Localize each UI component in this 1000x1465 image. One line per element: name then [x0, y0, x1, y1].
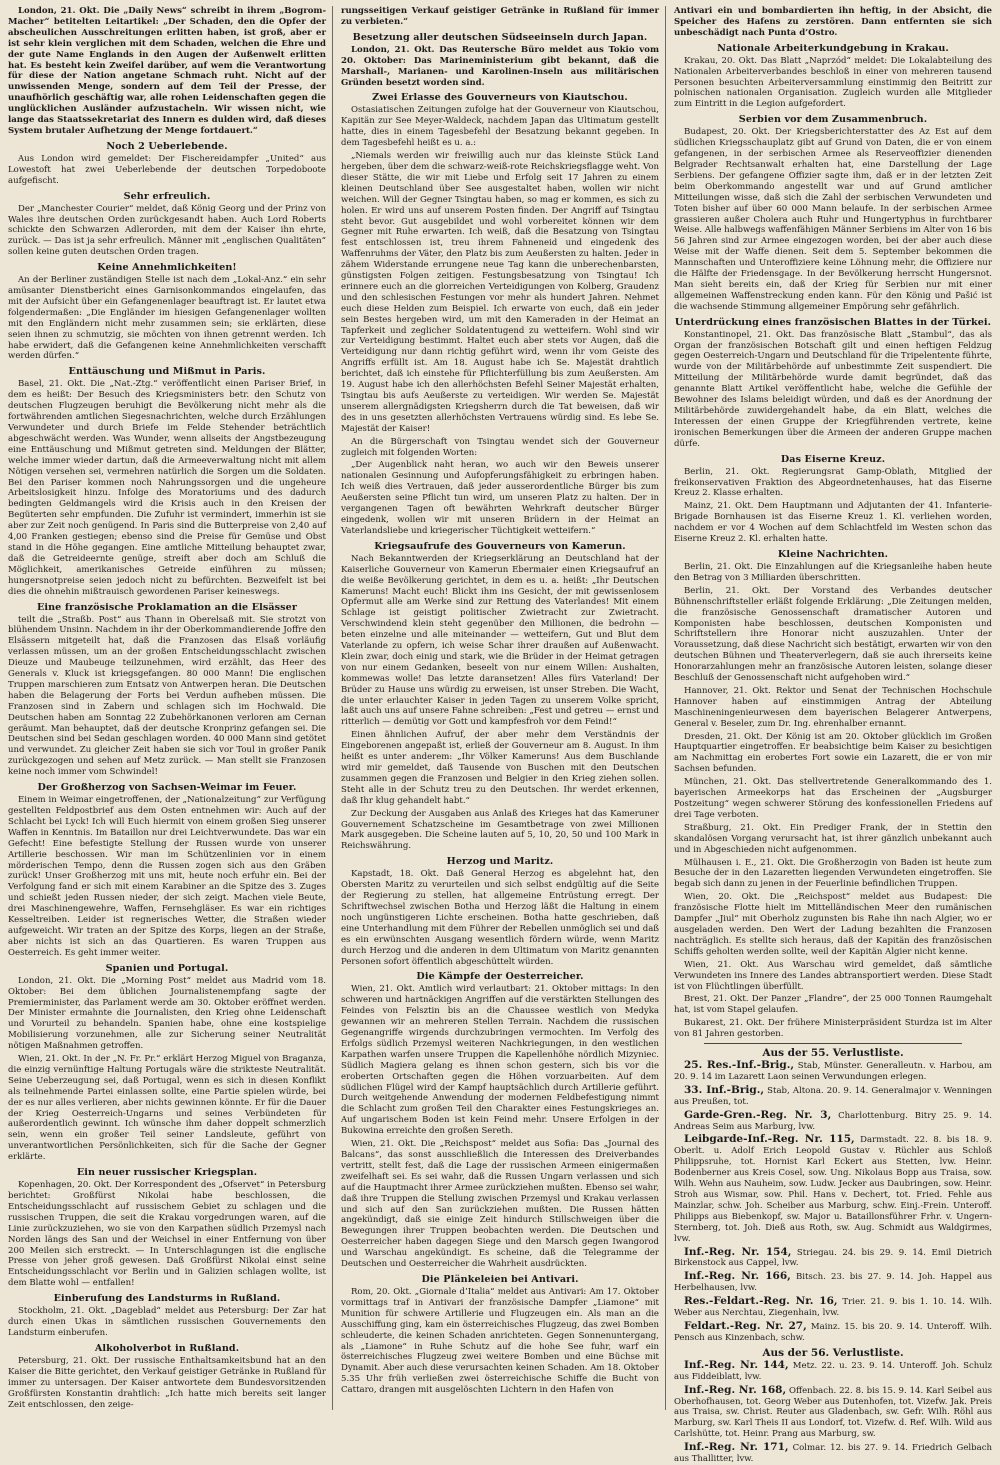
article-paragraph: Budapest, 20. Okt. Der Kriegsberichterstatter des Az Est auf dem südlichen Kriegsschauplatz gibt auf Grund von Daten, die er von einem gefangenen, in der serbischen Armee als Reserveoffizier dienenden Belgrader Rechtsanwalt erhalten hat, eine Darstellung der Lage Serbiens. Der gefangene Offizier sagte ihm, daß er in der letzten Zeit beim Oberkommando angestellt war und auf Grund amtlicher Mitteilungen wisse, daß sich die Zahl der serbischen Verwundeten und Toten bisher auf über 60 000 Mann belaufe. In der serbischen Armee grassieren außer Cholera auch Ruhr und Hungertyphus in furchtbarer Weise. Alle halbwegs waffenfähigen Männer Serbiens im Alter von 16 bis 56 Jahren sind zur Armee eingezogen worden, bei der aber auch diese Weise mit der Waffe dienen. Seit dem 5. September bekommen die Mannschaften und Unteroffiziere keine Löhnung mehr, die Offiziere nur die Hälfte der Friedensgage. In der Bevölkerung herrscht Hungersnot. Man sieht bereits ein, daß der Krieg für Serbien nur mit einer allgemeinen Waffenstreckung enden kann. Für den König und Pašić ist die wachsende Stimmung allgemeiner Empörung sehr gefährlich. — [674, 127, 992, 312]
article-paragraph: Kapstadt, 18. Okt. Daß General Herzog es abgelehnt hat, den Obersten Maritz zu verurteilen und sich selbst endgültig auf die Seite der Regierung zu stellen, hat allgemeine Entrüstung erregt. Der Schriftwechsel zwischen Botha und Herzog läßt die Haltung in einem noch ungünstigeren Lichte erscheinen. Botha hatte geschrieben, daß eine Unterhandlung mit dem Führer der Rebellen unmöglich sei und daß es ein erwünschten Ausgang wesentlich fördern würde, wenn Maritz durch Herzog und die anderen in dem Ultimatum von Maritz genannten Personen sofort öffentlich abgeschüttelt würden. — [341, 869, 659, 967]
casualty-entry — [674, 1442, 992, 1465]
article-heading: Keine Annehmlichkeiten! — [97, 262, 237, 274]
article-heading: Das Eiserne Kreuz. — [780, 453, 886, 465]
casualty-unit: Inf.-Reg. Nr. 168, — [684, 1383, 787, 1396]
casualty-entry — [674, 1060, 992, 1083]
article-paragraph: Basel, 21. Okt. Die „Nat.-Ztg.“ veröffentlicht einen Pariser Brief, in dem es heißt: Der Besuch des Kriegsministers betr. den Schutz von deutschen Flugzeugen beruhigt die Bevölkerung nicht mehr als die fortwährenden amtlichen Siegesnachrichten, welche durch Erzählungen Verwundeter und durch Briefe im Felde Stehender beträchtlich abgeschwächt werden. Was Wunder, wenn allseits der Angstbezeugung eine Enttäuschung und Mißmut getreten sind. Meldungen der Blätter, welche immer wieder dartun, daß die Armeeverwaltung nicht mit allem Nötigen versehen sei, vermehren natürlich die Sorgen um die Soldaten. Bei den Pariser kommen noch Nahrungssorgen und die ungeheure Arbeitslosigkeit hinzu. Infolge des Moratoriums und des dadurch bedingten Geldmangels wird die Krisis auch in den Kreisen der Begüterten sehr empfunden. Die Zufuhr ist vermindert, immerhin ist sie aber zur Zeit noch genügend. In Paris sind die Butterpreise von 2,40 auf 4,00 Franken gestiegen; ebenso sind die Preise für Gemüse und Obst stand in die Höhe gegangen. Eine amtliche Mitteilung behauptet zwar, daß die Getreideernte genüge, streift aber doch am Schluß die Möglichkeit, amerikanisches Getreide einführen zu müssen; hungersnotpreise seien jedoch nicht zu befürchten. Bezweifelt ist bei dies die ohnehin mißtrauisch gewordenen Pariser keineswegs. — [8, 379, 326, 597]
article-paragraph: Wien, 21. Okt. Aus Warschau wird gemeldet, daß sämtliche Verwundeten ins Innere des Landes abtransportiert werden. Diese Stadt ist von Flüchtlingen überfüllt. — [674, 959, 992, 992]
casualty-details: Trier. 21. 9. bis 1. 10. 14. Wilh. Weber aus Nerchtau, Ziegenhain, lvw. — [674, 1297, 992, 1319]
article-paragraph: Wien, 21. Okt. In der „N. Fr. Pr.“ erklärt Herzog Miguel von Braganza, die einzig vernünftige Haltung Portugals wäre die strikteste Neutralität. Seine Ueberzeugung sei, daß Portugal, wenn es sich in diesen Konflikt als teilnehmende Partei einlassen sollte, eine Partie spielen würde, bei der es nur alles verlieren, aber nichts gewinnen könnte. Er für die Dauer der Krieg Oesterreich-Ungarns und seines Verbündeten für außerordentlich gewinnt. Ich wünsche ihm daher doppelt schmerzlich sein, wenn ein großer Teil seiner Landsleute, geführt von unverantwortlichen Persönlichkeiten, sich für die Sache der Gegner erklärte. — [8, 1054, 326, 1163]
article-paragraph: Berlin, 21. Okt. Regierungsrat Gamp-Oblath, Mitglied der freikonservativen Fraktion des Abgeordnetenhauses, hat das Eiserne Kreuz 2. Klasse erhalten. — [674, 466, 992, 499]
article-heading: Unterdrückung eines französischen Blattes in der Türkei. — [674, 316, 992, 328]
casualty-unit: Inf.-Reg. Nr. 154, — [684, 1245, 792, 1258]
article-heading: Zwei Erlasse des Gouverneurs von Kiautschou. — [372, 92, 628, 104]
article-paragraph: Mainz, 21. Okt. Dem Hauptmann und Adjutanten der 41. Infanterie-Brigade Bornhausen ist das Eiserne Kreuz 1. Kl. verliehen worden, nachdem er vor 4 Wochen auf dem Schlachtfeld im Westen schon das Eiserne Kreuz 2. Kl. erhalten hatte. — [674, 501, 992, 545]
article-heading: Herzog und Maritz. — [446, 856, 554, 868]
article-paragraph: teilt die „Straßb. Post“ aus Thann in Oberelsaß mit. Sie strotzt von blühendem Unsinn. Nachdem in ihr der Oberkommandierende Joffre den Elsässern mitgeteilt hat, daß die Franzosen das Elsaß vorläufig verlassen müssen, um an der großen Entscheidungsschlacht zwischen Dieuze und Maubeuge teilzunehmen, wird erzählt, das Heer des Generals v. Kluck ist kriegsgefangen. 80 000 Mann! Die englischen Truppen marschieren zum Entsatz von Antwerpen heran. Die Deutschen haben die Belagerung der Forts bei Verdun aufheben müssen. Die Franzosen sind in Zabern und schlagen sich im Hochwald. Die Deutschen haben am Sonntag 22 Zubehörkanonen verloren am Cernan geräumt. Man behauptet, daß der deutsche Kronprinz gefangen sei. Die Deutschen sind bei Sedan geschlagen worden. 40 000 Mann sind getötet und verwundet. Zu gleicher Zeit haben sie sich vor Toul in großer Panik zurückgezogen und sehen auf Metz zurück. — Man stellt sie Franzosen keine noch immer vom Schwindel! — [8, 614, 326, 778]
article-paragraph: Straßburg, 21. Okt. Ein Prediger Frank, der in Stettin den skandalösen Vorgang verursacht hat, ist ihrer gänzlich unbekannt auch und in Abgeschieden nicht aufgenommen. — [674, 822, 992, 855]
article-paragraph: Dresden, 21. Okt. Der König ist am 20. Oktober glücklich im Großen Hauptquartier eingetroffen. Er beabsichtige beim Kaiser zu besichtigen am Nachmittag ein erobertes Fort sowie ein Lazarett, die er von mir Sachsen befunden. — [674, 731, 992, 775]
article-paragraph: London, 21. Okt. Die „Morning Post“ meldet aus Madrid vom 18. Oktober: Bei dem üblichen Journalistenempfang sagte der Premierminister, das Parlament werde am 30. Oktober eröffnet werden. Der Minister ermahnte die Journalisten, den Krieg ohne Leidenschaft und Vorurteil zu behandeln. Spanien habe, ohne eine kostspielige Mobilisierung vorzunehmen, alle zur Sicherung seiner Neutralität nötigen Maßnahmen getroffen. — [8, 975, 326, 1052]
article-paragraph: Bukarest, 21. Okt. Der frühere Ministerpräsident Sturdza ist im Alter von 81 Jahren gestorben. — [674, 1018, 992, 1040]
casualty-entry — [674, 1247, 992, 1270]
article-paragraph: An die Bürgerschaft von Tsingtau wendet sich der Gouverneur zugleich mit folgenden Worten: — [341, 436, 659, 458]
casualty-details: Colmar. 12. bis 27. 9. 14. Friedrich Gelbach aus Thallitter, lvw. — [674, 1443, 992, 1465]
casualty-list-heading: Aus der 55. Verlustliste. — [762, 1047, 904, 1060]
article-paragraph: Kopenhagen, 20. Okt. Der Korrespondent des „Ofservet“ in Petersburg berichtet: Großfürst Nikolai habe beschlossen, die Entscheidungsschlacht auf russischem Gebiet zu schlagen und die russischen Truppen, die seit die Krakau vorgedrungen waren, auf die Linie zurückzuziehen, wo sie von den Karpathen südlich Przemysl nach Norden längs des San und der Weichsel in einer Entfernung von über 200 Meilen sich erstreckt. — In Unterschlagungen ist die englische Presse von jeher groß gewesen. Daß Großfürst Nikolai einst seine Entscheidungsschlacht vor Berlin und in Galizien schlagen wollte, ist dem Blatte wohl — entfallen! — [8, 1180, 326, 1289]
article-heading: Noch 2 Ueberlebende. — [106, 140, 228, 152]
casualty-entry — [674, 1085, 992, 1108]
article-paragraph: Wien, 20. Okt. Die „Reichspost“ meldet aus Budapest: Die französische Flotte hielt im Mittelländischen Meer den rumänischen Dampfer „Jiul“ mit Oberholz zugunsten bis Rahe ihn nach Algier, wo er ausgeladen werden. Den Wert der Ladung bezahlten die Franzosen nachträglich. Es stellte sich heraus, daß der Kapitän des französischen Schiffs geholten werden sollte, weil der Kapitän Algier nicht kenne. — [674, 892, 992, 957]
article-paragraph: Aus London wird gemeldet: Der Fischereidampfer „United“ aus Lowestoft hat zwei Ueberlebende der deutschen Torpedoboote aufgefischt. — [8, 153, 326, 186]
article-heading: Eine französische Proklamation an die Elsässer — [36, 601, 298, 613]
column-middle — [341, 6, 666, 1410]
article-heading: Kleine Nachrichten. — [777, 548, 889, 560]
casualty-entry — [674, 1385, 992, 1441]
columns — [8, 6, 993, 1465]
article-paragraph: London, 21. Okt. Das Reutersche Büro meldet aus Tokio vom 20. Oktober: Das Marineministerium gibt bekannt, daß die Marshall-, Marianen- und Karolinen-Inseln aus militärischen Gründen besetzt worden sind. — [341, 44, 659, 88]
article-heading: Die Kämpfe der Oesterreicher. — [416, 971, 584, 983]
article-paragraph: An der Berliner zuständigen Stelle ist nach dem „Lokal-Anz.“ ein sehr amüsanter Dienstbericht eines Garnisonkommandos eingelaufen, das mit der Aufsicht über ein Gefangenenlager beauftragt ist. Er lautet etwa folgendermaßen: „Die Engländer im hiesigen Gefangenenlager wollten mit den Engländern nicht mehr zusammen sein; sie erklärten, diese seien ihnen zu schmutzig, sie möchten von ihnen getrennt werden. Ich habe erwidert, daß die Gefangenen keine Annehmlichkeiten verschafft werden dürfen.“ — [8, 275, 326, 362]
article-paragraph: Ostasiatischen Zeitungen zufolge hat der Gouverneur von Kiautschou, Kapitän zur See Meyer-Waldeck, nachdem Japan das Ultimatum gestellt hatte, dies in einem Tagesbefehl der Besatzung bekannt gegeben. In dem Tagesbefehl heißt es u. a.: — [341, 105, 659, 149]
article-paragraph: „Niemals werden wir freiwillig auch nur das kleinste Stück Land hergeben, über dem die schwarz-weiß-rote Reichskriegsflagge weht. Von dieser Stätte, die wir mit Liebe und Erfolg seit 17 Jahren zu einem kleinen Deutschland über See ausgestaltet haben, wollen wir nicht weichen. Will der Gegner Tsingtau haben, so mag er kommen, es sich zu holen. Er wird uns auf unserem Posten finden. Der Angriff auf Tsingtau steht bevor. Gut ausgebildet und wohl vorbereitet können wir dem Gegner mit Ruhe erwarten. Ich weiß, daß die Besatzung von Tsingtau fest entschlossen ist, treu ihrem Fahneneid und eingedenk des Waffenruhms der Väter, den Platz bis zum Aeußersten zu halten. Jeder in zähem Widerstande errungene neue Tag kann die unberechenbarsten, günstigsten Folgen zeitigen. Festungsbesatzung von Tsingtau! Ich erinnere euch an die glorreichen Verteidigungen von Kolberg, Graudenz und den schlesischen Festungen vor mehr als hundert Jahren. Nehmet euch diese Helden zum Beispiel. Ich erwarte von euch, daß ein jeder sein Bestes hergeben wird, um mit den Kameraden in der Heimat an Tapferkeit und zeglicher Soldatentugend zu wetteifern. Wohl sind wir zur Verteidigung bestimmt. Haltet euch aber stets vor Augen, daß die Verteidigung nur dann richtig geführt wird, wenn ihr vom Geiste des Angriffs erfüllt ist. Am 18. August habe ich Se. Majestät drahtlich berichtet, daß ich einstehe für Pflichterfüllung bis zum Aeußersten. Am 19. August habe ich den allerhöchsten Befehl Seiner Majestät erhalten, Tsingtau bis aufs Aeußerste zu verteidigen. Wir werden Se. Majestät unserem allergnädigsten Kriegsherrn durch die Tat beweisen, daß wir des in uns gesetzten allerhöchsten Vertrauens würdig sind. Es lebe Se. Majestät der Kaiser! — [341, 151, 659, 434]
article-heading: Besetzung aller deutschen Südseeinseln durch Japan. — [352, 31, 648, 43]
article-paragraph: Konstantinopel, 21. Okt. Das französische Blatt „Stambul“, das als Organ der französischen Botschaft gilt und einen heftigen Feldzug gegen Oesterreich-Ungarn und Deutschland für die Tripelentente führte, wurde von der Militärbehörde auf unbestimmte Zeit suspendiert. Die Mitteilung der Militärbehörde wurde damit begründet, daß das genannte Blatt Artikel veröffentlicht habe, welche die Gefühle der Bewohner des Islams beleidigt würden, und daß es der Anordnung der Militärbehörde zuwidergehandelt habe, da ein Blatt, welches die Interessen der einen Gruppe der Kriegführenden vertrete, keine ironischen Bemerkungen über die Armeen der anderen Gruppe machen dürfe. — [674, 329, 992, 449]
casualty-entry — [674, 1296, 992, 1319]
casualty-details: Charlottenburg. Bitry 25. 9. 14. Andreas Seim aus Marburg, lvw. — [674, 1110, 993, 1132]
column-right — [674, 6, 993, 1465]
article-paragraph: Der „Manchester Courier“ meldet, daß König Georg und der Prinz von Wales ihre deutschen Orden zurückgesandt haben. Auch Lord Roberts schickte den Schwarzen Adlerorden, mit dem der Kaiser ihn ehrte, zurück. — Das ist ja sehr erfreulich. Männer mit „englischen Qualitäten“ sollen keine guten deutschen Orden tragen. — [8, 203, 326, 258]
article-heading: Alkoholverbot in Rußland. — [94, 1342, 240, 1354]
article-paragraph: Stockholm, 21. Okt. „Dageblad“ meldet aus Petersburg: Der Zar hat durch einen Ukas in sämtlichen russischen Gouvernements den Landsturm einberufen. — [8, 1306, 326, 1338]
casualty-entry — [674, 1110, 992, 1133]
article-paragraph: London, 21. Okt. Die „Daily News“ schreibt in ihrem „Bogrom-Macher“ betitelten Leitartikel: „Der Schaden, den die Opfer der abscheulichen Ausschreitungen erlitten haben, ist groß, aber er ist sehr klein verglichen mit dem Schaden, welchen die Ehre und der gute Name Englands in den Augen der Außenwelt erlitten hat. Es besteht kein Zweifel darüber, auf wem die Verantwortung für diese der Nation angetane Schmach ruht. Nicht auf der unwissenden Menge, sondern auf dem Teil der Presse, der unaufhörlich geschäftig war, alle rohen Leidenschaften gegen die unglücklichen Ausländer aufzustacheln. Wir wissen nicht, wie lange das Staatssekretariat des Innern es dulden wird, daß dieses System brutaler Aufhetzung der Menge fortdauert.“ — [8, 6, 326, 136]
article-paragraph: Einem in Weimar eingetroffenen, der „Nationalzeitung“ zur Verfügung gestellten Feldpostbrief aus dem Osten entnehmen wir: Auch auf der Schlacht bei Lyck! Ich will Euch hiermit von einem großen Sieg unserer Waffen in Kenntnis. Im Bataillon nur drei Leichtverwundete. Das war ein Gefecht! Eine befestigte Stellung der Russen wurde von unserer Artillerie beschossen. Wir man im Schützenlinien vor in einem mörderischen Tempo, denn die Russen zogen sich aus den Gräben zurück! Unser Großherzog mit uns mit, heute noch erfuhr ein. Bei der Verfolgung fand er sich mit einem Karabiner an die Spitze des 3. Zuges und schießt jeden Russen nieder, der sich zeigt. Machen viele Beute, drei Maschinengewehre, Waffen, Fernsehgläser. Es war ein richtiges Kesseltreiben. Leider ist regnerisches Wetter, die Straßen wieder aufgeweicht. Wir traten an der Spitze des Korps, liegen an der Straße, aber nichts ist sich an das Quartieren. Es waren Truppen aus Oesterreich. Es geht immer weiter. — [8, 795, 326, 958]
article-heading: Ein neuer russischer Kriegsplan. — [76, 1167, 258, 1179]
casualty-entry — [674, 1271, 992, 1294]
article-paragraph: rungsseitigen Verkauf geistiger Getränke in Rußland für immer zu verbieten.“ — [341, 6, 659, 27]
article-paragraph: Wien, 21. Okt. Amtlich wird verlautbart: 21. Oktober mittags: In den schweren und hartnäckigen Angriffen auf die verstärkten Stellungen des Feindes von Felsztin bis an die Chaussee westlich von Medyka gewannen wir an mehreren Stellen Terrain. Nachdem die russischen Gegenangriffe wirgends durchzubringen vermochten. Im Verfolg des Erfolgs südlich Przemysl weiteren Nachkriegungen, in den westlichen Karpathen warfen unsere Truppen die Kapellenhöhe nördlich Mizyniec. Südlich Magiera gelang es ihnen schon gestern, sich bis vor die eroberten Ortschaften gegen die Höhen vorzuarbeiten. Auf dem südlichen Flügel wird der Kampf hauptsächlich durch Artillerie geführt. Durch weitgehende Anwendung der modernen Feldbefestigung nimmt die Schlacht zum großen Teil den Charakter eines Festungskrieges an. Auf ungarischem Boden ist kein Feind mehr. Unsere Erfolgen in der Bukowina erreichte den großen Sereth. — [341, 984, 659, 1137]
article-paragraph: Einen ähnlichen Aufruf, der aber mehr dem Verständnis der Eingeborenen angepaßt ist, erließ der Gouverneur am 8. August. In ihm heißt es unter anderem: „Ihr Völker Kameruns! Aus dem Buschlande wird mir gemeldet, daß Tausende von Buschen mit den Deutschen zusammen gegen die Franzosen und Belgier in den Krieg ziehen sollen. Steht alle in der Schutz treu zu den Deutschen. Ihr werdet erkennen, daß Ihr klug gehandelt habt.“ — [341, 730, 659, 806]
casualty-details: Darmstadt. 22. 8. bis 18. 9. Oberlt. u. Adolf Erich Leopold Gustav v. Rüchler aus Schloß Philippsruhe, tot. Hornist Karl Eckert aus Stetten, lvw. Heinr. Bodenberner aus Kreis Cosel, sow. Ung. Nikolaus Bopp aus Traisa, sow. Wilh. Wehn aus Nauheim, sow. Ludw. Jecker aus Daubringen, sow. Heinr. Stroh aus Wismar, sow. Phil. Hans v. Dechert, tot. Fried. Fehle aus Mainzlar, schw. Joh. Scheiber aus Marburg, schw. Einj.-Frein. Unteroff. Philipps aus Biebenkopf, sw. Major u. Bataillonsführer Frhr. v. Ungern-Sternberg, tot. Joh. Dieß aus Roth, sw. Aug. Schmidt aus Waldgirmes, lvw. — [674, 1135, 992, 1244]
divider — [704, 1043, 962, 1044]
article-heading: Spanien und Portugal. — [105, 962, 229, 974]
article-paragraph: Rom, 20. Okt. „Giornale d’Italia“ meldet aus Antivari: Am 17. Oktober vormittags traf in Antivari der französische Dampfer „Liamone“ mit Munition für schwere Artillerie und Flugzeugen ein. Als man an die Ausschiffung ging, kam ein österreichisches Flugzeug, das zwei Bomben schleuderte, die keinen Schaden anrichteten. Gegen Sonnenuntergang, als „Liamone“ in Ruhe Schutz auf die hohe See fuhr, warf ein österreichisches Flugzeug zwei weitere Bomben und eine Büchse mit Dynamit. Aber auch diese verursachten keinen Schaden. Am 18. Oktober 5.35 Uhr früh verließen zwei österreichische Schiffe die Bucht von Cattaro, drangen mit ausgelöschten Lichtern in den Hafen von — [341, 1286, 659, 1396]
article-heading: Einberufung des Landsturms in Rußland. — [53, 1293, 281, 1305]
article-heading: Sehr erfreulich. — [123, 190, 211, 202]
casualty-details: Stab, Münster. Generalleutn. v. Harbou, am 20. 9. 14 im Lazarett Laon seinen Verwundungen erlegen. — [674, 1061, 992, 1082]
casualty-details: Metz. 22. u. 23. 9. 14. Unteroff. Joh. Schulz aus Fiddeiblatt, lvw. — [674, 1360, 993, 1382]
casualty-details: Bitsch. 23. bis 27. 9. 14. Joh. Happel aus Herbelhausen, lvw. — [674, 1272, 992, 1294]
casualty-unit: Leibgarde-Inf.-Reg. Nr. 115, — [684, 1133, 855, 1146]
casualty-unit: 33. Inf.-Brig., — [684, 1083, 765, 1096]
article-heading: Kriegsaufrufe des Gouverneurs von Kamerun. — [374, 540, 626, 552]
article-paragraph: Krakau, 20. Okt. Das Blatt „Naprzód“ meldet: Die Lokalabteilung des Nationalen Arbeiterverbandes beschloß in einer von mehreren tausend Personen besuchten Arbeiterversammlung einstimmig den Beitritt zur polnischen nationalen Organisation. Zugleich wurden alle Mitglieder zum Eintritt in die Legion aufgefordert. — [674, 55, 992, 110]
article-paragraph: München, 21. Okt. Das stellvertretende Generalkommando des 1. bayerischen Armeekorps hat das Erscheinen der „Augsburger Postzeitung“ wegen schwerer Störung des konfessionellen Friedens auf drei Tage verboten. — [674, 777, 992, 820]
column-left — [8, 6, 333, 1410]
casualty-unit: Inf.-Reg. Nr. 144, — [684, 1358, 789, 1371]
article-paragraph: Berlin, 21. Okt. Der Vorstand des Verbandes deutscher Bühnenschriftsteller erläßt folgende Erklärung: „Die Zeitungen melden, die französische Genossenschaft dramatischer Autoren und Komponisten habe beschlossen, deutschen Komponisten und Schriftstellern ihre Honorar nicht auszuzahlen. Unter der Voraussetzung, daß diese Nachricht sich bestätigt, erwarten wir von den deutschen Bühnen und Theaterverlegern, daß sie auch ihrerseits keine Honorarzahlungen mehr an französische Autoren leisten, solange dieser Beschluß der Genossenschaft nicht aufgehoben wird.“ — [674, 585, 992, 684]
casualty-details: Offenbach. 22. 8. bis 15. 9. 14. Karl Seibel aus Oberhofhausen, tot. Georg Weber aus Dutenhofen, tot. Vizefw. Jak. Preis aus Traisa, sw. Christ. Reuter aus Gladenbach, sw. Gefr. Wilh. Röhl aus Marburg, sw. Karl Theis II aus Londorf, tot. Vizefw. d. Ref. Wilh. Wild aus Carlshütte, tot. Heinr. Prang aus Marburg, sw. — [674, 1385, 992, 1440]
casualty-list-heading: Aus der 56. Verlustliste. — [762, 1346, 904, 1359]
casualty-details: Striegau. 24. bis 29. 9. 14. Emil Dietrich Birkenstock aus Cappel, lvw. — [674, 1247, 992, 1269]
article-heading: Die Plänkeleien bei Antivari. — [421, 1273, 579, 1285]
article-paragraph: Brest, 21. Okt. Der Panzer „Flandre“, der 25 000 Tonnen Raumgehalt hat, ist vom Stapel gelaufen. — [674, 994, 992, 1016]
casualty-unit: Feldart.-Reg. Nr. 27, — [684, 1319, 807, 1332]
article-paragraph: Hannover, 21. Okt. Rektor und Senat der Technischen Hochschule Hannover haben auf einstimmigen Antrag der Abteilung Maschineningenieurwesen dem bayerischen Belagerer Antwerpens, General v. Beseler, zum Dr. Ing. ehrenhalber ernannt. — [674, 685, 992, 729]
article-paragraph: Petersburg, 21. Okt. Der russische Enthaltsamkeitsbund hat an den Kaiser die Bitte gerichtet, den Verkauf geistiger Getränke in Rußland für immer zu untersagen. Der Kaiser antwortete dem Bundesvorsitzenden Großfürsten Konstantin drahtlich: „Ich hatte mich bereits seit langer Zeit entschlossen, den zeige- — [8, 1355, 326, 1410]
article-paragraph: Nach Bekanntwerden der Kriegserklärung an Deutschland hat der Kaiserliche Gouverneur von Kamerun Ebermaier einen Kriegsaufruf an die weiße Bevölkerung gerichtet, in dem es u. a. heißt: „Ihr Deutschen Kameruns! Macht euch! Blickt ihm ins Gesicht, der mit gewissenlosem Opfermut alle am Werke sind zur Rettung des Vaterlandes! Mit einem Schlage ist geistigt politischer Zwietracht zur Zwietracht. Verschwindend klein steht gegenüber den Millionen, die bedrohn — beten einzelne und alle miteinander — wetteifern, Gut und Blut dem Vaterlande zu opfern, ich weise Schar ihrer draußen auf Außenwacht. Klein zwar, doch einig und stark, wie die Brüder in der Heimat getragen von nur einem Gedanken, beseelt von nur einem Willen: Aushalten, kommewas wolle! Das letzte daransetzen! Alles fürs Vaterland! Der Brüder zu Hause uns würdig zu erweisen, ist unser Streben. Die Wacht, die unter erlauchter Kaiser in jeden Tagen zu unserem Volke spricht, laßt auch uns auf unsere Fahne schreiben: „Fest und getreu — ernst und ritterlich — demütig vor Gott und kampfesfroh vor dem Feind!“ — [341, 553, 659, 728]
casualty-unit: Inf.-Reg. Nr. 171, — [684, 1441, 789, 1454]
article-heading: Enttäuschung und Mißmut in Paris. — [68, 366, 266, 378]
article-paragraph: „Der Augenblick naht heran, wo auch wir den Beweis unserer nationalen Gesinnung und Aufopferungsfähigkeit zu erbringen haben. Ich weiß dies Vertrauen, daß jeder ausserordentliche Bürger bis zum Aeußersten seine Pflicht tun wird, um unseren Platz zu halten. Der in vergangenen Tagen oft bewährten Wehrkraft deutscher Bürger eingedenk, wollen wir mit unseren Brüdern in der Heimat an Vaterlandsliebe und kriegerischer Tüchtigkeit wetteifern.“ — [341, 460, 659, 536]
casualty-unit: 25. Res.-Inf.-Brig., — [684, 1059, 795, 1072]
casualty-details: Mainz. 15. bis 20. 9. 14. Unteroff. Wilh. Pensch aus Kinzenbach, schw. — [674, 1321, 992, 1343]
casualty-unit: Res.-Feldart.-Reg. Nr. 16, — [684, 1295, 838, 1308]
casualty-unit: Garde-Gren.-Reg. Nr. 3, — [684, 1108, 832, 1121]
article-heading: Der Großherzog von Sachsen-Weimar im Feuer. — [37, 782, 297, 794]
casualty-entry — [674, 1360, 992, 1383]
article-paragraph: Wien, 21. Okt. Die „Reichspost“ meldet aus Sofia: Das „Journal des Balcans“, das sonst ausschließlich die Interessen des Dreiverbandes vertritt, stellt fest, daß die Lage der russischen Armeen einigermaßen zweifelhaft sei. Es sei wahr, daß die Russen Ungarn verlassen und sich auf die Hauptmacht ihrer Armee zurückziehen mußten. Ebenso sei wahr, daß ihre Truppen die Stellung zwischen Przemysl und Krakau verlassen und sich auf den San zurückziehen mußten. Die Russen hätten angekündigt, daß sie einige Zeit hindurch Stillschweigen über die Bewegungen ihrer Truppen beobachten werden. Die Deutschen und Oesterreicher haben dagegen Siege und den Marsch gegen Iwangorod und Warschau angekündigt. Es scheine, daß die Telegramme der Deutschen und Oesterreicher die Wahrheit ausdrückten. — [341, 1139, 659, 1270]
casualty-entry — [674, 1321, 992, 1344]
article-paragraph: Berlin, 21. Okt. Die Einzahlungen auf die Kriegsanleihe haben heute den Betrag von 3 Milliarden überschritten. — [674, 561, 992, 583]
article-paragraph: Zur Deckung der Ausgaben aus Anlaß des Krieges hat das Kameruner Gouvernement Schatzscheine im Gesamtbetrage von zwei Millionen Mark ausgegeben. Die Scheine lauten auf 5, 10, 20, 50 und 100 Mark in Reichswährung. — [341, 808, 659, 852]
article-heading: Serbien vor dem Zusammenbruch. — [738, 114, 928, 126]
article-heading: Nationale Arbeiterkundgebung in Krakau. — [717, 42, 949, 54]
article-paragraph: Mülhausen i. E., 21. Okt. Die Großherzogin von Baden ist heute zum Besuche der in den Lazaretten liegenden Verwundeten eingetroffen. Sie begab sich dann zu jenen in der Feuerlinie befindlichen Truppen. — [674, 857, 992, 890]
casualty-entry — [674, 1134, 992, 1244]
article-paragraph: Antivari ein und bombardierten ihn heftig, in der Absicht, die Speicher des Hafens zu zerstören. Dann entfernten sie sich unbeschädigt nach Punta d’Ostro. — [674, 6, 992, 38]
casualty-unit: Inf.-Reg. Nr. 166, — [684, 1270, 791, 1283]
casualty-details: Stab, Altona. 20. 9. 14. Generalmajor v. Wenningen aus Preußen, tot. — [674, 1085, 992, 1107]
